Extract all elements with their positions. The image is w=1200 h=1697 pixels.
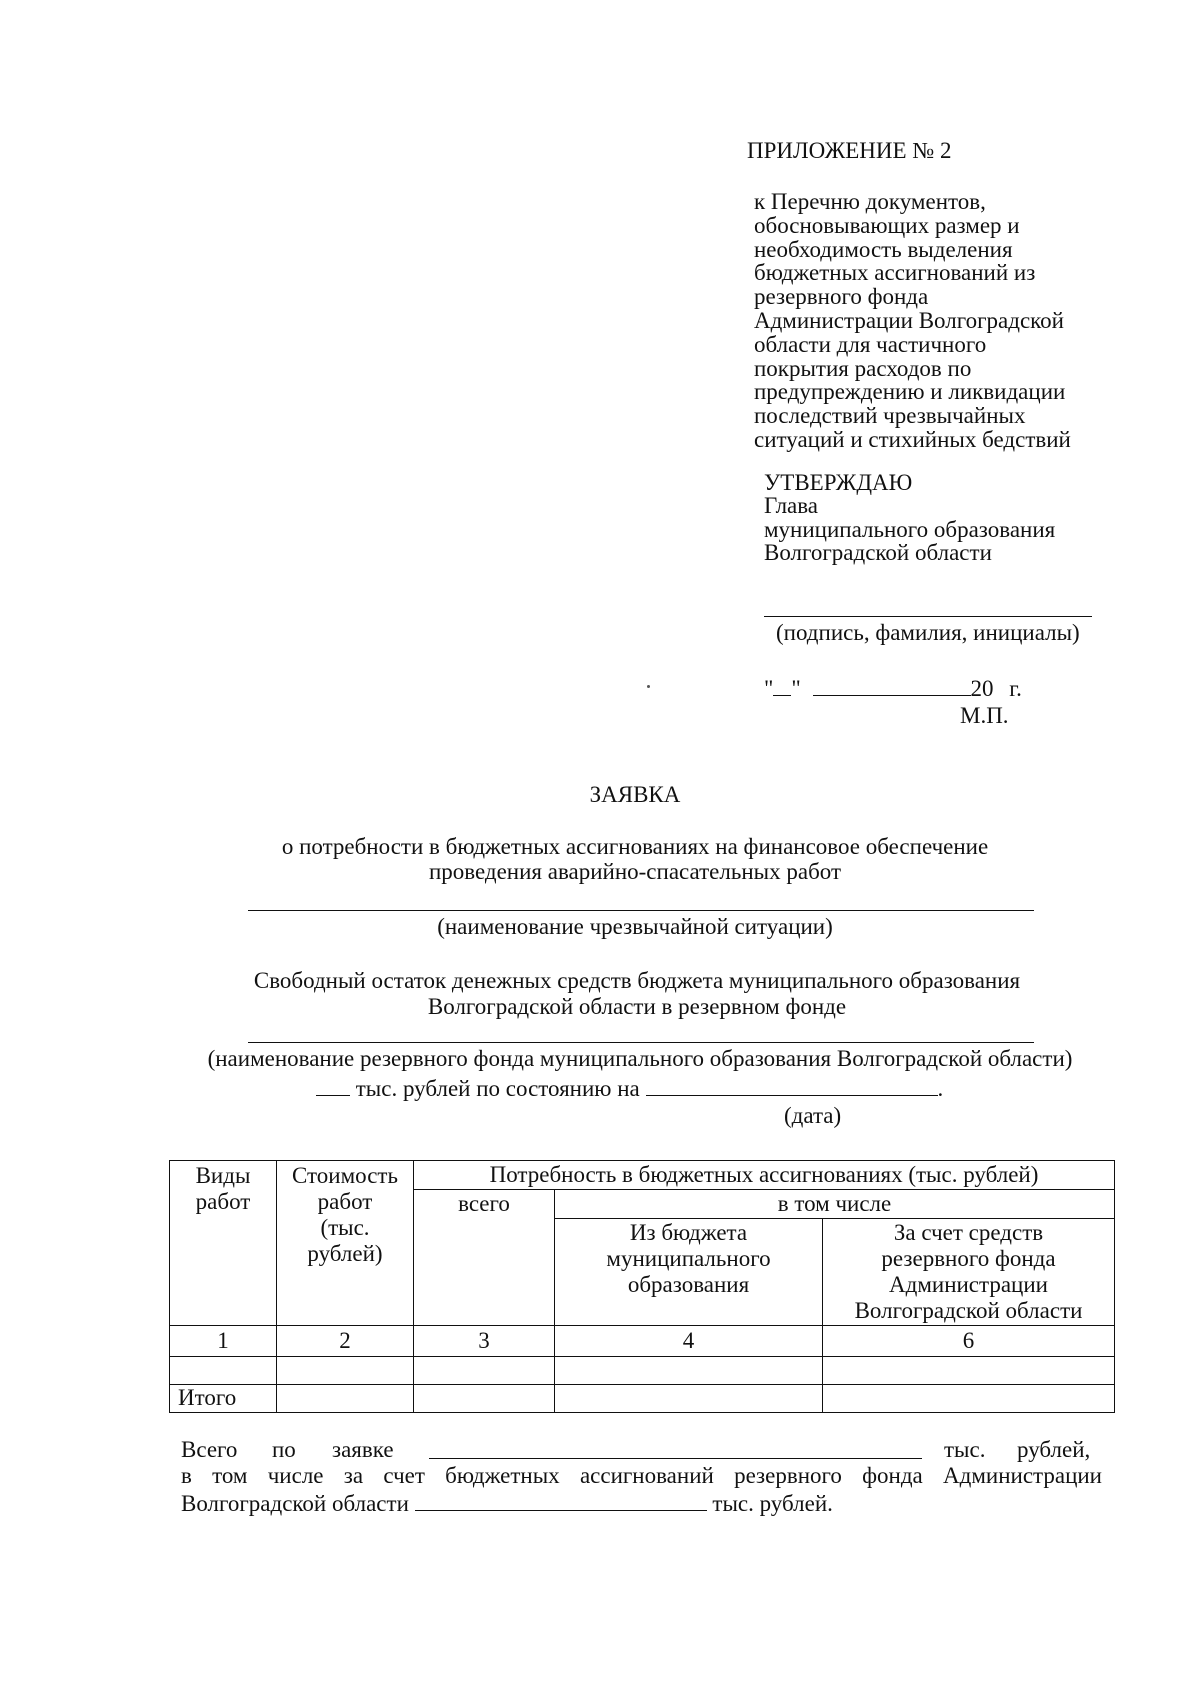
emergency-name-line (248, 910, 1034, 911)
column-number: 2 (277, 1325, 414, 1356)
signature-caption: (подпись, фамилия, инициалы) (776, 620, 1080, 645)
stamp-label: М.П. (960, 703, 1009, 728)
column-number-row (170, 1325, 1115, 1356)
footer-word: тыс. (944, 1437, 986, 1462)
date-caption: (дата) (784, 1103, 842, 1128)
footer-word: заявке (332, 1437, 394, 1462)
request-title: ЗАЯВКА (589, 782, 681, 807)
approval-heading: УТВЕРЖДАЮ (764, 470, 913, 495)
total-request-blank (429, 1438, 922, 1459)
appendix-title: ПРИЛОЖЕНИЕ № 2 (747, 138, 952, 163)
date-year: 20 (970, 676, 994, 701)
date-quote-close: " (791, 676, 801, 701)
header-reserve: За счет средств резервного фонда Администрации Волгоградской области (823, 1218, 1115, 1325)
header-total: всего (414, 1189, 555, 1325)
table-cell (170, 1356, 277, 1384)
footer-region: Волгоградской области (181, 1491, 409, 1516)
amount-blank (316, 1075, 350, 1096)
total-row (170, 1384, 1115, 1412)
amount-text: тыс. рублей по состоянию на (355, 1076, 640, 1101)
scan-speck (647, 685, 650, 688)
table-cell (555, 1384, 823, 1412)
emergency-caption: (наименование чрезвычайной ситуации) (437, 914, 833, 939)
footer-line-3 (181, 1490, 833, 1517)
total-label: Итого (170, 1384, 277, 1412)
table-cell (277, 1356, 414, 1384)
header-including: в том числе (555, 1189, 1115, 1218)
approval-date (764, 675, 1022, 702)
amount-date-blank (646, 1075, 938, 1096)
amount-line (316, 1075, 943, 1102)
footer-word: по (272, 1437, 296, 1462)
table-cell (823, 1356, 1115, 1384)
header-need: Потребность в бюджетных ассигнованиях (тыс. рублей) (414, 1161, 1115, 1190)
table-cell (823, 1384, 1115, 1412)
balance-text: Свободный остаток денежных средств бюджета муниципального образования Волгоградской области в резервном фонде (253, 968, 1021, 1019)
table-cell (555, 1356, 823, 1384)
approval-position: Глава муниципального образования Волгоградской области (764, 493, 1056, 565)
column-number: 6 (823, 1325, 1115, 1356)
footer-line-1 (181, 1437, 1102, 1463)
footer-word: Всего (181, 1437, 238, 1462)
table-cell (414, 1384, 555, 1412)
appendix-subtitle: к Перечню документов, обосновывающих размер и необходимость выделения бюджетных ассигнований из резервного фонда Администрации Волгоградской области для частичного покрытия расходов по предупреждению и ликвидации последствий чрезвычайных ситуаций и стихийных бедствий (754, 189, 1071, 452)
column-number: 3 (414, 1325, 555, 1356)
footer-line-2: в том числе за счет бюджетных ассигнований резервного фонда Администрации (181, 1463, 1102, 1488)
table-row (170, 1356, 1115, 1384)
footer-unit: тыс. рублей. (712, 1491, 833, 1516)
header-municipal: Из бюджета муниципального образования (555, 1218, 823, 1325)
date-day-blank (773, 675, 791, 696)
footer-word: рублей, (1017, 1437, 1091, 1462)
table-cell (414, 1356, 555, 1384)
header-cost: Стоимость работ (тыс. рублей) (277, 1161, 414, 1326)
date-month-blank (813, 675, 971, 696)
fund-name-line (248, 1042, 1034, 1043)
signature-line (764, 616, 1092, 617)
fund-caption: (наименование резервного фонда муниципального образования Волгоградской области) (207, 1046, 1073, 1071)
column-number: 4 (555, 1325, 823, 1356)
amount-end: . (937, 1076, 944, 1101)
column-number: 1 (170, 1325, 277, 1356)
header-work-types: Виды работ (170, 1161, 277, 1326)
table-cell (277, 1384, 414, 1412)
appropriations-table (169, 1160, 1115, 1413)
date-quote-open: " (764, 676, 774, 701)
date-suffix: г. (1009, 676, 1022, 701)
request-subtitle: о потребности в бюджетных ассигнованиях на финансовое обеспечение проведения аварийно-спасательных работ (281, 834, 989, 884)
reserve-amount-blank (415, 1490, 707, 1511)
